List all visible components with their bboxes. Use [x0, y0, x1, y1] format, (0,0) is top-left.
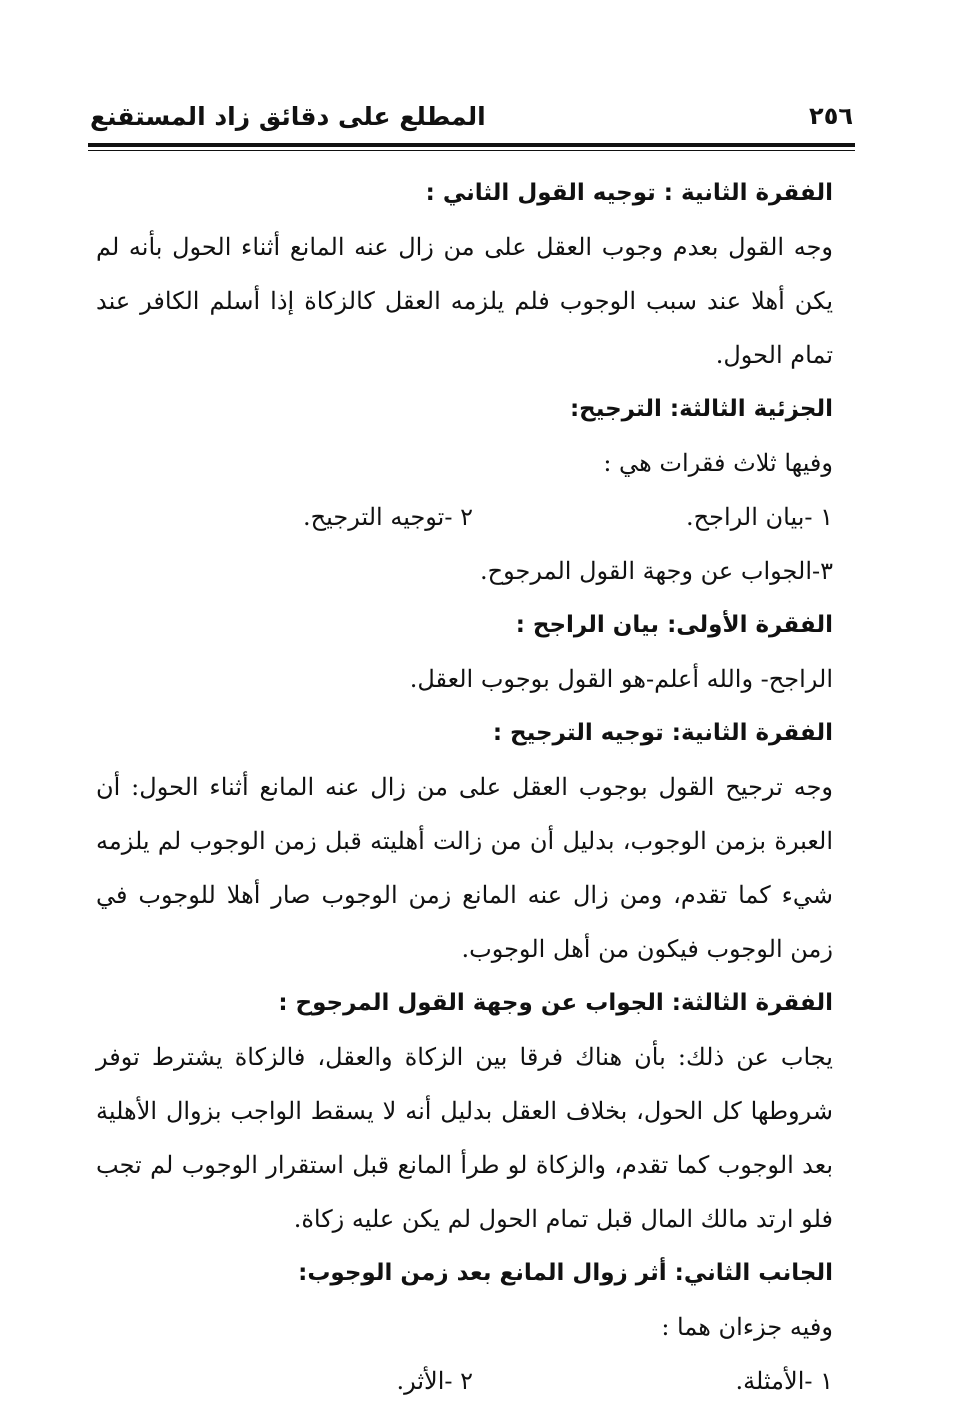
two-parts-intro: وفيه جزءان هما :	[661, 1313, 833, 1341]
heading-part-three: الجزئية الثالثة: الترجيح:	[569, 396, 833, 422]
three-paragraphs-intro: وفيها ثلاث فقرات هي :	[603, 449, 833, 477]
preferred-statement: الراجح- والله أعلم-هو القول بوجوب العقل.	[409, 665, 833, 693]
items-row-1	[96, 490, 843, 544]
paragraph-third-text: يجاب عن ذلك: بأن هناك فرقا بين الزكاة والعقل، فالزكاة يشترط توفر شروطها كل الحول، بخلاف العقل بدليل أنه لا يسقط الواجب بزوال الأهلية بعد الوجوب كما تقدم، والزكاة لو طرأ المانع قبل استقرار الوجوب لم تجب فلو ارتد مالك المال قبل تمام الحول لم يكن عليه زكاة.	[96, 1043, 833, 1233]
paragraph-third	[96, 1030, 843, 1246]
list-item-examples: ١ -الأمثلة.	[735, 1367, 833, 1395]
header-rule-thick	[88, 143, 855, 147]
header-rule-thin	[88, 150, 855, 151]
items-row-2	[96, 1354, 843, 1408]
list-item-3: ٣-الجواب عن وجهة القول المرجوح.	[479, 557, 833, 585]
paragraph-second-text: وجه ترجيح القول بوجوب العقل على من زال عنه المانع أثناء الحول: أن العبرة بزمن الوجوب، بدليل أن من زالت أهليته قبل زمن الوجوب لم يلزمه شيء كما تقدم، ومن زال عنه المانع زمن الوجوب صار أهلا للوجوب في زمن الوجوب فيكون من أهل الوجوب.	[96, 773, 833, 963]
heading-para-three: الفقرة الثالثة: الجواب عن وجهة القول المرجوح :	[278, 990, 833, 1016]
page-content	[96, 166, 843, 1408]
paragraph-second	[96, 760, 843, 976]
list-item-effect: ٢ -الأثر.	[396, 1367, 473, 1395]
paragraph-first-text: وجه القول بعدم وجوب العقل على من زال عنه المانع أثناء الحول بأنه لم يكن أهلا عند سبب الوجوب فلم يلزمه العقل كالزكاة إذا أسلم الكافر عند تمام الحول.	[96, 233, 833, 369]
page-number: ٢٥٦	[809, 102, 853, 130]
list-item-2: ٢ -توجيه الترجيح.	[303, 503, 473, 531]
heading-side-two: الجانب الثاني: أثر زوال المانع بعد زمن الوجوب:	[298, 1260, 833, 1286]
paragraph-first	[96, 220, 843, 382]
heading-para-two: الفقرة الثانية: توجيه الترجيح :	[492, 720, 833, 746]
heading-para-one: الفقرة الأولى: بيان الراجح :	[515, 612, 833, 638]
book-title: المطلع على دقائق زاد المستقنع	[90, 102, 486, 131]
list-item-1: ١ -بيان الراجح.	[686, 503, 833, 531]
page-header	[90, 100, 853, 140]
heading-second-saying: الفقرة الثانية : توجيه القول الثاني :	[425, 180, 833, 206]
